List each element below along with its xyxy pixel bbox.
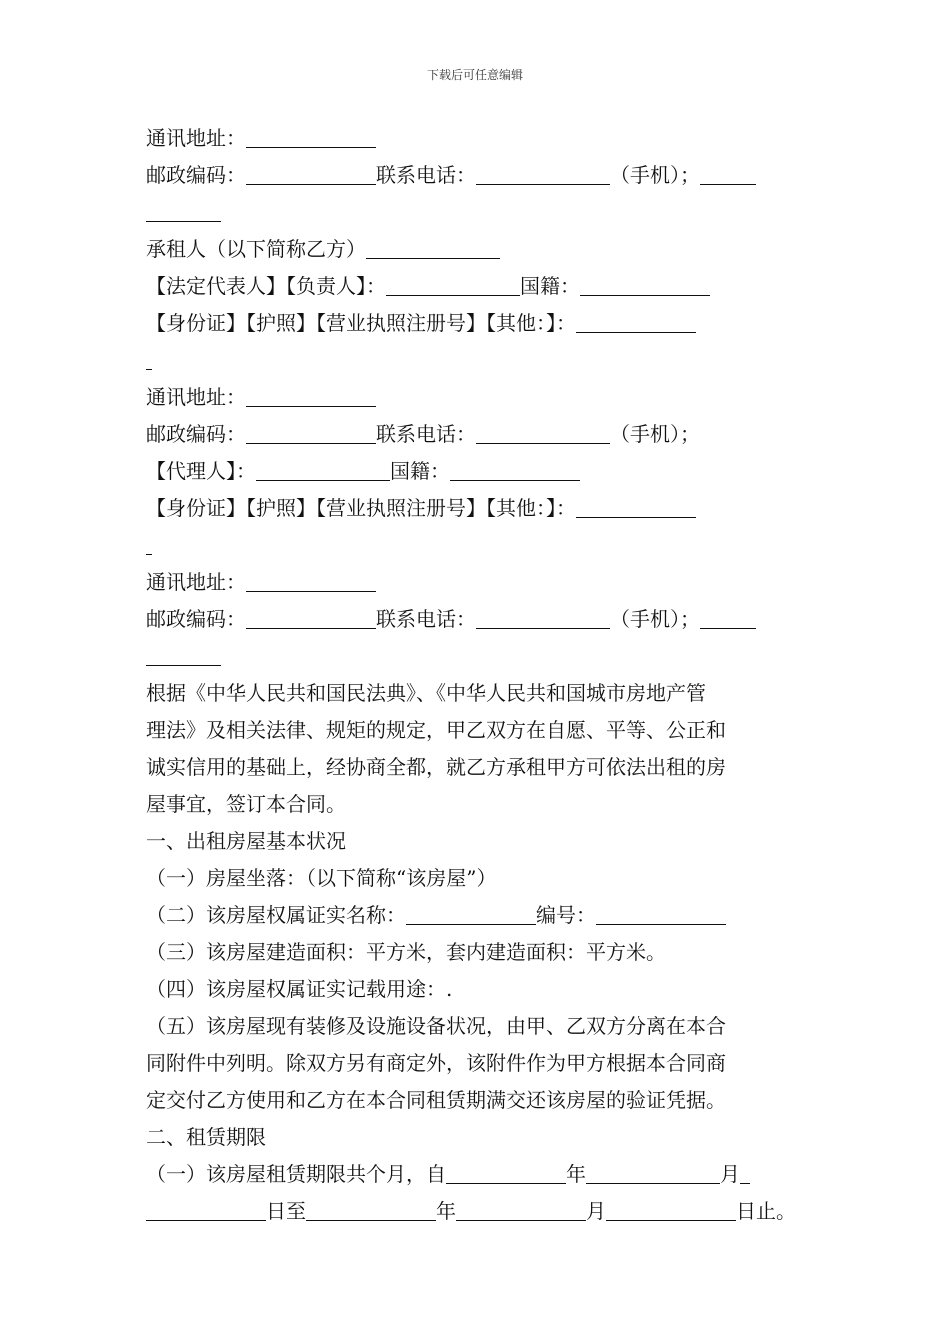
id-blank [576,493,696,518]
phone-blank [476,160,610,185]
number-blank [596,900,726,925]
postal-phone-line: 邮政编码： 联系电话： （手机）； [146,601,814,638]
term-line: （一）该房屋租赁期限共个月，自 年 月 [146,1156,814,1193]
clause-line: （二）该房屋权属证实名称： 编号： [146,897,814,934]
section-title: 二、租赁期限 [146,1125,266,1149]
phone-blank [476,419,610,444]
start-month-blank [586,1159,720,1184]
certificate-blank [406,900,536,925]
postal-blank [246,604,376,629]
address-blank [246,567,376,592]
term-line: 日至 年 月 日止。 [146,1193,814,1230]
address-blank [246,123,376,148]
id-line: 【身份证】【护照】【营业执照注册号】【其他：】： [146,305,814,342]
mobile-blank [700,604,756,629]
address-line: 通讯地址： [146,120,814,157]
agent-line: 【代理人】： 国籍： [146,453,814,490]
clause-line: 定交付乙方使用和乙方在本合同租赁期满交还该房屋的验证凭据。 [146,1088,726,1112]
wrap-line [146,638,814,675]
clause-line: 同附件中列明。除双方另有商定外，该附件作为甲方根据本合同商 [146,1051,726,1075]
postal-blank [246,419,376,444]
agent-blank [256,456,390,481]
paragraph-line: 诚实信用的基础上，经协商全都，就乙方承租甲方可依法出租的房 [146,755,726,779]
clause-line: （三）该房屋建造面积：平方米，套内建造面积：平方米。 [146,940,666,964]
wrap-line [146,527,814,564]
postal-blank [246,160,376,185]
mobile-blank-cont [146,641,221,666]
clause-line: （四）该房屋权属证实记载用途：. [146,977,453,1001]
end-month-blank [456,1196,586,1221]
section-title: 一、出租房屋基本状况 [146,829,346,853]
nationality-blank [450,456,580,481]
clause-line: （一）房屋坐落：（以下简称“该房屋”） [146,866,497,890]
mobile-blank-cont [146,197,221,222]
nationality-blank [580,271,710,296]
id-blank [576,308,696,333]
clause-line: （五）该房屋现有装修及设施设备状况，由甲、乙双方分离在本合 [146,1014,726,1038]
address-line: 通讯地址： [146,379,814,416]
contract-body [146,120,814,1230]
address-line: 通讯地址： [146,564,814,601]
end-year-blank [306,1196,436,1221]
id-blank-cont [146,345,152,370]
end-day-blank [606,1196,736,1221]
legal-rep-line: 【法定代表人】【负责人】： 国籍： [146,268,814,305]
paragraph-line: 理法》及相关法律、规矩的规定，甲乙双方在自愿、平等、公正和 [146,718,726,742]
start-day-blank [740,1159,750,1184]
postal-phone-line: 邮政编码： 联系电话： （手机）； [146,416,814,453]
id-blank-cont [146,530,152,555]
wrap-line [146,342,814,379]
id-line: 【身份证】【护照】【营业执照注册号】【其他：】： [146,490,814,527]
start-year-blank [446,1159,566,1184]
mobile-blank [700,160,756,185]
page-header: 下载后可任意编辑 [426,68,523,82]
address-blank [246,382,376,407]
lessee-blank [366,234,500,259]
phone-blank [476,604,610,629]
paragraph-line: 屋事宜，签订本合同。 [146,792,346,816]
lessee-line: 承租人（以下简称乙方） [146,231,814,268]
wrap-line [146,194,814,231]
paragraph-line: 根据《中华人民共和国民法典》、《中华人民共和国城市房地产管 [146,681,706,705]
start-day-blank-cont [146,1196,266,1221]
legal-rep-blank [386,271,520,296]
postal-phone-line: 邮政编码： 联系电话： （手机）； [146,157,814,194]
